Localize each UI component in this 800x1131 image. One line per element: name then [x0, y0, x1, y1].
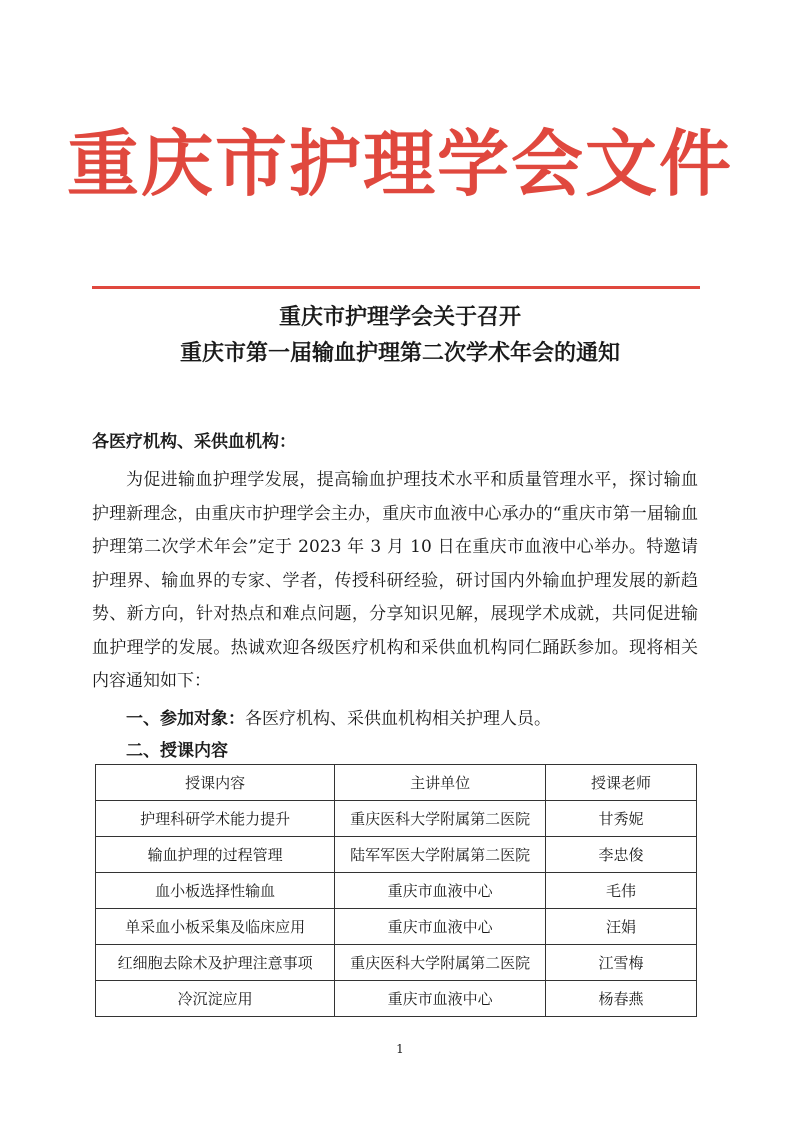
table-row: [96, 945, 697, 981]
course-topic: 红细胞去除术及护理注意事项: [96, 945, 335, 981]
salutation: 各医疗机构、采供血机构：: [92, 432, 296, 452]
page-number: 1: [396, 1042, 404, 1056]
section-participants: [126, 704, 551, 729]
body-paragraph: 为促进输血护理学发展，提高输血护理技术水平和质量管理水平，探讨输血护理新理念，由重庆市护理学会主办，重庆市血液中心承办的“重庆市第一届输血护理第二次学术年会”定于 2023 年 3 月 10 日在重庆市血液中心举办。特邀请护理界、输血界的专家、学者，传授科研经验，研讨国内外输血护理发展的新趋势、新方向，针对热点和难点问题，分享知识见解，展现学术成就，共同促进输血护理学的发展。热诚欢迎各级医疗机构和采供血机构同仁踊跃参加。现将相关内容通知如下：: [92, 470, 698, 691]
section-participants-label: 一、参加对象：: [126, 709, 245, 729]
course-lecturer: 甘秀妮: [545, 801, 696, 837]
header-course-content: 授课内容: [96, 765, 335, 801]
course-topic: 输血护理的过程管理: [96, 837, 335, 873]
notice-title-line-1: 重庆市护理学会关于召开: [278, 304, 521, 330]
header-lecturing-unit: 主讲单位: [335, 765, 546, 801]
course-topic: 护理科研学术能力提升: [96, 801, 335, 837]
course-unit: 重庆医科大学附属第二医院: [335, 945, 546, 981]
document-header-title: 重庆市护理学会文件: [66, 121, 733, 206]
table-row: [96, 873, 697, 909]
course-table: [95, 764, 697, 1017]
course-unit: 重庆市血液中心: [335, 909, 546, 945]
course-topic: 冷沉淀应用: [96, 981, 335, 1017]
course-unit: 重庆市血液中心: [335, 873, 546, 909]
course-lecturer: 李忠俊: [545, 837, 696, 873]
header-divider: [92, 286, 700, 289]
table-row: [96, 837, 697, 873]
table-row: [96, 909, 697, 945]
course-lecturer: 杨春燕: [545, 981, 696, 1017]
course-topic: 血小板选择性输血: [96, 873, 335, 909]
table-header-row: [96, 765, 697, 801]
table-row: [96, 981, 697, 1017]
notice-title-line-2: 重庆市第一届输血护理第二次学术年会的通知: [179, 340, 620, 366]
section-participants-text: 各医疗机构、采供血机构相关护理人员。: [245, 709, 551, 729]
course-lecturer: 江雪梅: [545, 945, 696, 981]
course-unit: 陆军军医大学附属第二医院: [335, 837, 546, 873]
course-lecturer: 汪娟: [545, 909, 696, 945]
course-topic: 单采血小板采集及临床应用: [96, 909, 335, 945]
course-lecturer: 毛伟: [545, 873, 696, 909]
course-unit: 重庆医科大学附属第二医院: [335, 801, 546, 837]
header-lecturer: 授课老师: [545, 765, 696, 801]
table-row: [96, 801, 697, 837]
course-unit: 重庆市血液中心: [335, 981, 546, 1017]
section-course-content-heading: 二、授课内容: [126, 741, 228, 761]
